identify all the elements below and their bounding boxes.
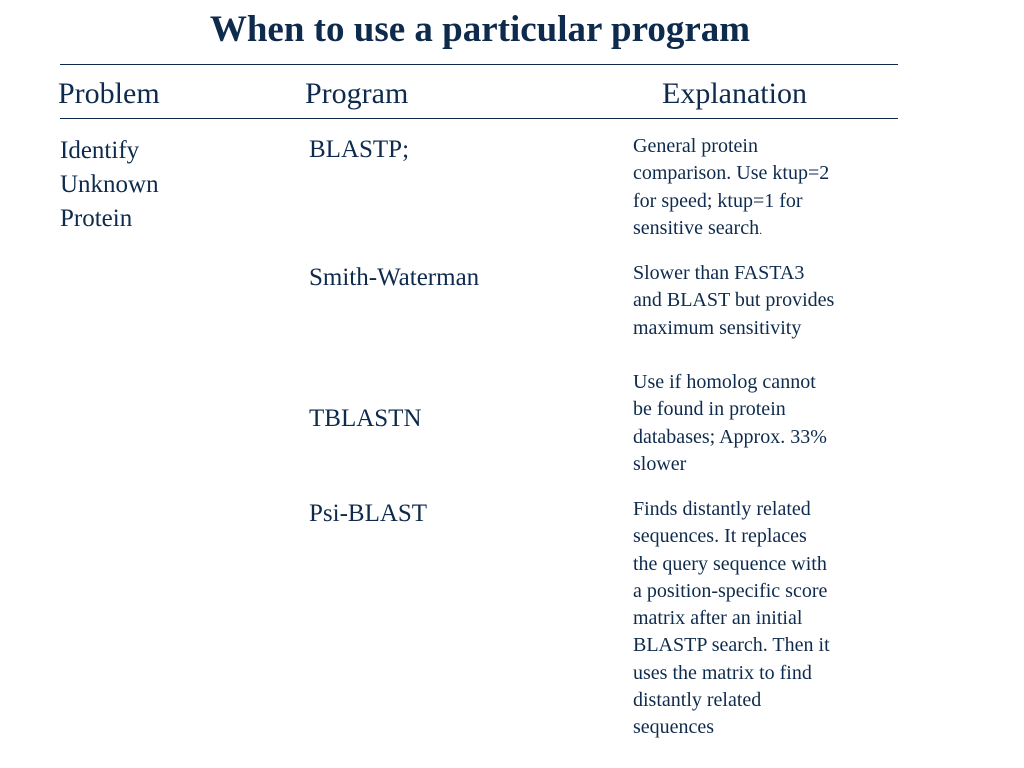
explanation-line: slower: [633, 452, 687, 475]
explanation-line: the query sequence with: [633, 552, 827, 575]
explanation-line: Slower than FASTA3: [633, 262, 805, 284]
explanation-line: comparison. Use ktup=2: [633, 162, 830, 185]
explanation-line: General protein: [633, 135, 758, 157]
program-psi-blast: Psi-BLAST: [309, 500, 428, 527]
explanation-line: databases; Approx. 33%: [633, 425, 827, 448]
explanation-tblastn: [633, 369, 873, 478]
program-tblastn: TBLASTN: [309, 405, 422, 432]
program-blastp: BLASTP;: [309, 136, 410, 163]
explanation-line: a position-specific score: [633, 579, 828, 602]
explanation-line: distantly related: [633, 689, 762, 712]
explanation-line: be found in protein: [633, 398, 786, 421]
program-smith-waterman: Smith-Waterman: [309, 264, 480, 291]
explanation-line: maximum sensitivity: [633, 316, 802, 339]
problem-cell: [60, 134, 260, 236]
header-top-rule: [60, 64, 898, 65]
explanation-line-last: [633, 215, 873, 244]
explanation-smith-waterman: [633, 260, 873, 342]
explanation-trailing-period: .: [759, 222, 763, 237]
explanation-line: matrix after an initial: [633, 607, 803, 630]
explanation-line: BLASTP search. Then it: [633, 634, 830, 657]
explanation-line: Finds distantly related: [633, 498, 811, 520]
problem-line: Protein: [60, 205, 133, 232]
explanation-psi-blast: [633, 496, 873, 742]
column-header-problem: Problem: [58, 77, 160, 110]
slide-title: When to use a particular program: [209, 9, 751, 50]
explanation-line: uses the matrix to find: [633, 661, 812, 684]
problem-line: Unknown: [60, 171, 159, 198]
explanation-line: for speed; ktup=1 for: [633, 189, 803, 212]
header-bottom-rule: [60, 118, 898, 119]
explanation-line: and BLAST but provides: [633, 289, 835, 312]
explanation-text: sensitive search: [633, 216, 760, 239]
explanation-line: Use if homolog cannot: [633, 371, 816, 393]
problem-line: Identify: [60, 137, 140, 164]
explanation-blastp: [633, 133, 873, 244]
column-header-program: Program: [305, 77, 409, 110]
explanation-line: sequences: [633, 716, 715, 739]
explanation-line: sequences. It replaces: [633, 525, 807, 548]
column-header-explanation: Explanation: [662, 77, 807, 110]
